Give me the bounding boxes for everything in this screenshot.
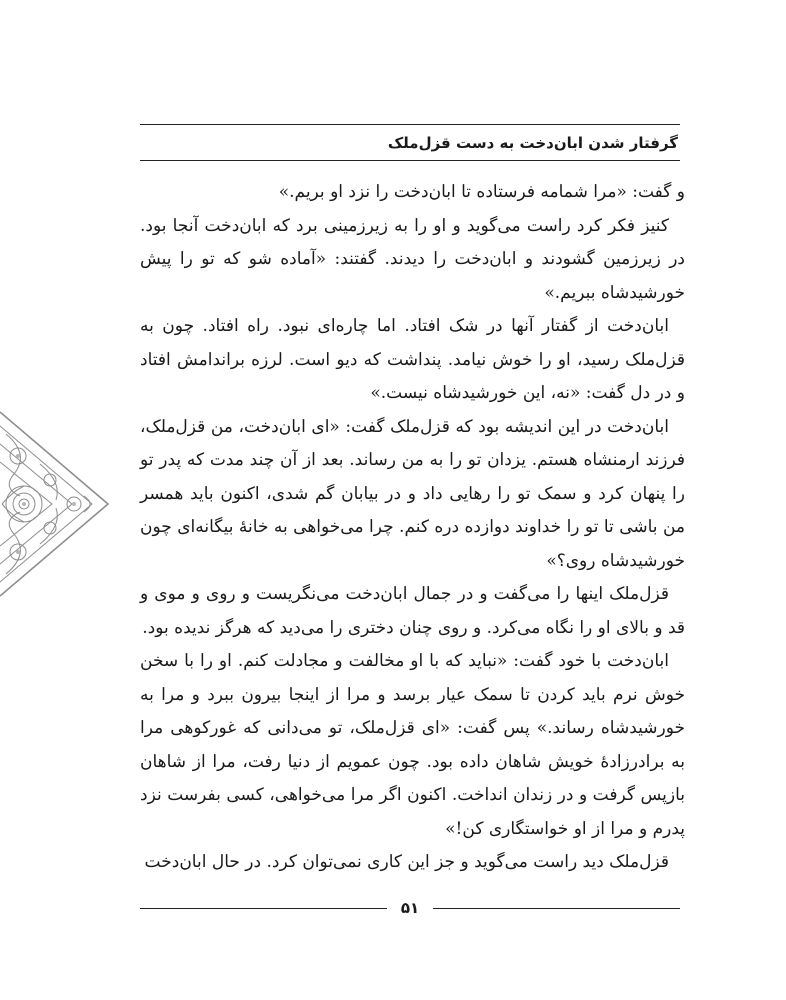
page-body [140,176,685,880]
paragraph: ابان‌دخت از گفتار آنها در شک افتاد. اما چاره‌ای نبود. راه افتاد. چون به قزل‌ملک رسید، او را خوش نیامد. پنداشت که دیو است. لرزه براندامش افتاد و در دل گفت: «نه، این خورشیدشاه نیست.» [140,316,685,403]
paragraph: قزل‌ملک دید راست می‌گوید و جز این کاری نمی‌توان کرد. در حال ابان‌دخت [144,852,669,872]
footer-left-rule [140,908,387,909]
paragraph: قزل‌ملک اینها را می‌گفت و در جمال ابان‌دخت می‌نگریست و روی و موی و قد و بالای او را نگاه می‌کرد. و روی چنان دختری را می‌دید که هرگز ندیده بود. [140,584,685,638]
paragraph: و گفت: «مرا شمامه فرستاده تا ابان‌دخت را نزد او بریم.» [278,182,685,202]
paragraph: ابان‌دخت با خود گفت: «نباید که با او مخالفت و مجادلت کنم. او را با سخن خوش نرم باید کردن تا سمک عیار برسد و مرا از اینجا بیرون ببرد و مرا به خورشیدشاه رساند.» پس گفت: «ای قزل‌ملک، تو می‌دانی که غورکوهی مرا به برادرزادهٔ خویش شاهان داده بود. چون عمویم از دنیا رفت، مرا از شاهان بازپس گرفت و در زندان انداخت. اکنون اگر مرا می‌خواهی، کسی بفرست نزد پدرم و مرا از او خواستگاری کن!» [140,651,685,839]
page-footer [140,896,680,920]
paragraph: ابان‌دخت در این اندیشه بود که قزل‌ملک گفت: «ای ابان‌دخت، من قزل‌ملک، فرزند ارمنشاه هستم. یزدان تو را به من رساند. بعد از آن چند مدت که پدر تو را پنهان کرد و سمک تو را رهایی داد و در بیابان گم شدی، اکنون باید همسر من باشی تا تو را خداوند دوازده دره کنم. چرا می‌خواهی به خانهٔ بیگانه‌ای چون خورشیدشاه روی؟» [140,416,685,571]
running-header [140,124,680,161]
footer-right-rule [433,908,680,909]
page-number: ۵۱ [400,899,420,917]
paragraph: کنیز فکر کرد راست می‌گوید و او را به زیرزمینی برد که ابان‌دخت آنجا بود. در زیرزمین گشودند و ابان‌دخت را دیدند. گفتند: «آماده شو که تو را پیش خورشیدشاه ببریم.» [140,215,685,303]
chapter-title: گرفتار شدن ابان‌دخت به دست قزل‌ملک [387,134,678,152]
arabesque-ornament-icon [0,404,120,604]
header-bottom-rule [140,160,680,161]
